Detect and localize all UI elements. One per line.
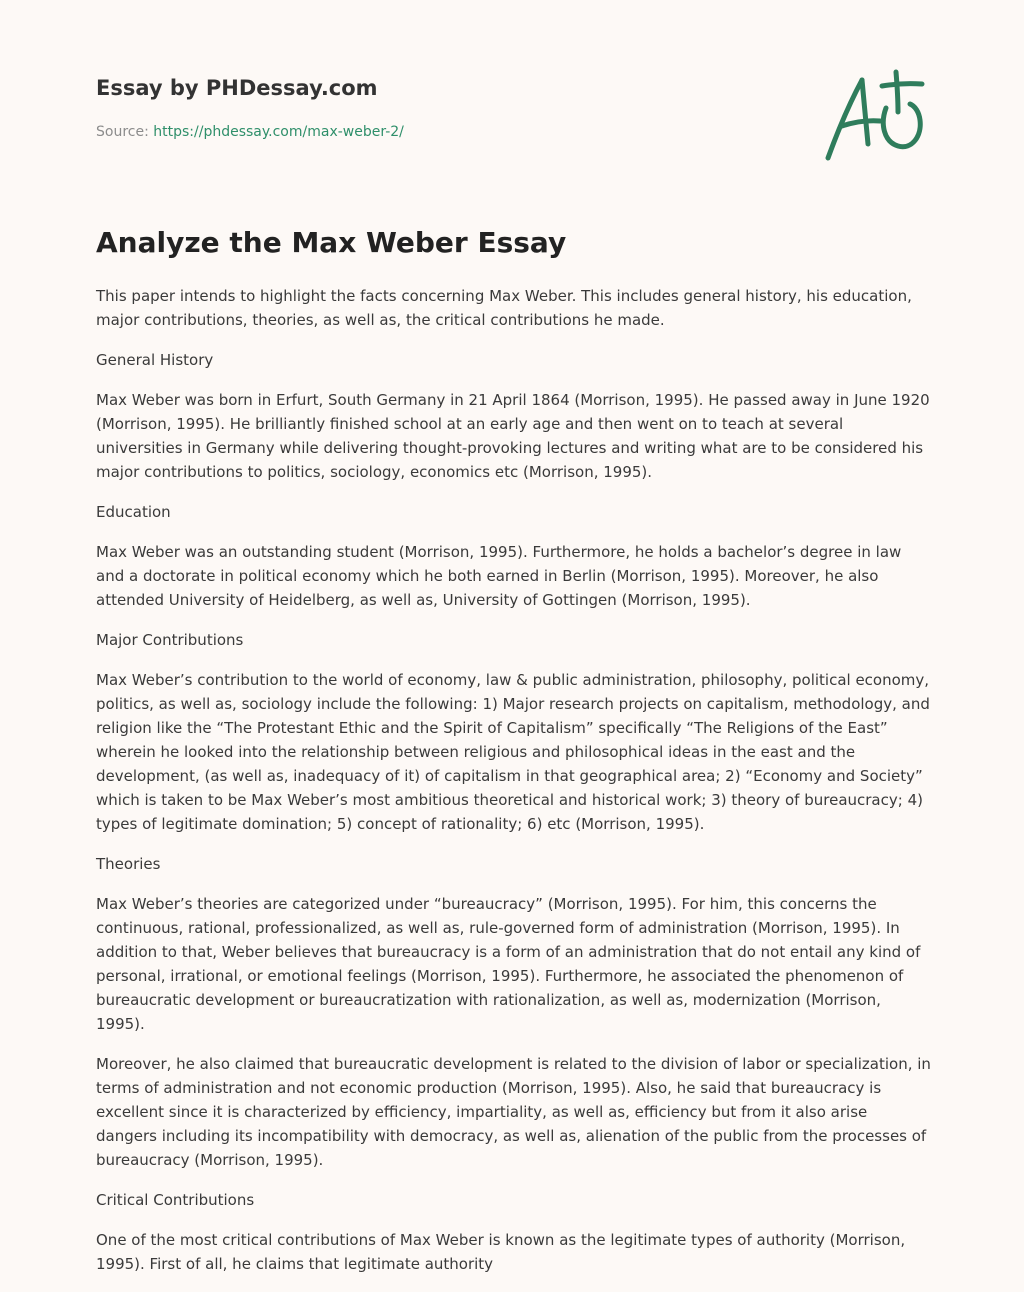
- essay-body: [96, 284, 932, 1292]
- site-brand: Essay by PHDessay.com: [96, 76, 378, 100]
- source-link[interactable]: https://phdessay.com/max-weber-2/: [153, 124, 404, 140]
- section-heading: Critical Contributions: [96, 1191, 255, 1209]
- body-paragraph: Max Weber’s theories are categorized under “bureaucracy” (Morrison, 1995). For him, this concerns the continuous, rational, professionalized, as well as, rule-governed form of administration (Morrison, 1995). In addition to that, Weber believes that bureaucracy is a form of an administration that do not entail any kind of personal, irrational, or emotional feelings (Morrison, 1995). Furthermore, he associated the phenomenon of bureaucratic development or bureaucratization with rationalization, as well as, modernization (Morrison, 1995).: [96, 895, 921, 1033]
- section-heading: Education: [96, 503, 171, 521]
- body-paragraph: Max Weber was an outstanding student (Morrison, 1995). Furthermore, he holds a bachelor’s degree in law and a doctorate in political economy which he both earned in Berlin (Morrison, 1995). Moreover, he also attended University of Heidelberg, as well as, University of Gottingen (Morrison, 1995).: [96, 543, 902, 609]
- body-paragraph: Max Weber’s contribution to the world of economy, law & public administration, philosophy, political economy, politics, as well as, sociology include the following: 1) Major research projects on capitalism, methodology, and religion like the “The Protestant Ethic and the Spirit of Capitalism” specifically “The Religions of the East” wherein he looked into the relationship between religious and philosophical ideas in the east and the development, (as well as, inadequacy of it) of capitalism in that geographical area; 2) “Economy and Society” which is taken to be Max Weber’s most ambitious theoretical and historical work; 3) theory of bureaucracy; 4) types of legitimate domination; 5) concept of rationality; 6) etc (Morrison, 1995).: [96, 671, 930, 833]
- source-line: [96, 124, 404, 140]
- section-heading: General History: [96, 351, 214, 369]
- section-heading: Major Contributions: [96, 631, 244, 649]
- source-label: Source:: [96, 124, 154, 140]
- body-paragraph: One of the most critical contributions of Max Weber is known as the legitimate types of authority (Morrison, 1995). First of all, he claims that legitimate authority: [96, 1231, 906, 1273]
- body-paragraph: This paper intends to highlight the facts concerning Max Weber. This includes general history, his education, major contributions, theories, as well as, the critical contributions he made.: [96, 287, 912, 329]
- essay-title: Analyze the Max Weber Essay: [96, 226, 567, 259]
- a-plus-logo-icon: [818, 66, 930, 166]
- section-heading: Theories: [96, 855, 161, 873]
- body-paragraph: Moreover, he also claimed that bureaucratic development is related to the division of labor or specialization, in terms of administration and not economic production (Morrison, 1995). Also, he said that bureaucracy is excellent since it is characterized by efficiency, impartiality, as well as, efficiency but from it also arise dangers including its incompatibility with democracy, as well as, alienation of the public from the processes of bureaucracy (Morrison, 1995).: [96, 1055, 931, 1169]
- body-paragraph: Max Weber was born in Erfurt, South Germany in 21 April 1864 (Morrison, 1995). He passed away in June 1920 (Morrison, 1995). He brilliantly finished school at an early age and then went on to teach at several universities in Germany while delivering thought-provoking lectures and writing what are to be considered his major contributions to politics, sociology, economics etc (Morrison, 1995).: [96, 391, 930, 481]
